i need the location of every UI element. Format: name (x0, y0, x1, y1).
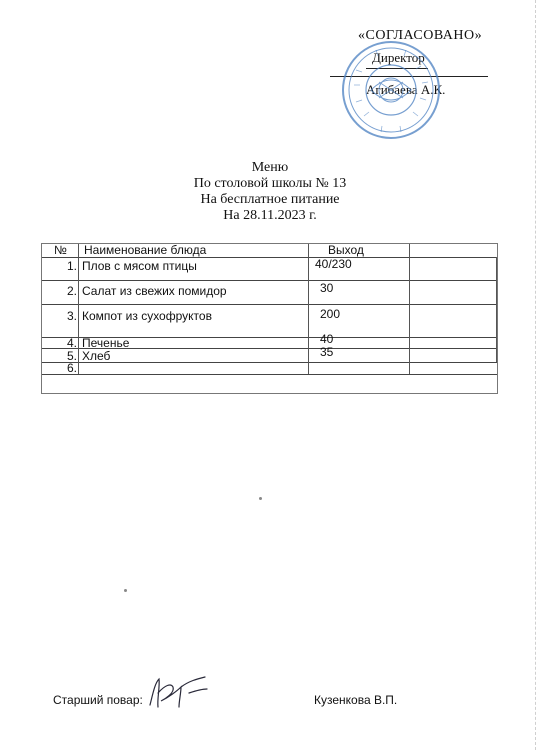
heading-title: Меню (251, 160, 289, 175)
row-num: 2. (67, 284, 78, 298)
row-num: 6. (67, 361, 78, 375)
row-name: Компот из сухофруктов (82, 309, 212, 323)
column-divider (496, 257, 497, 362)
heading-date: На 28.11.2023 г. (223, 208, 317, 223)
row-output: 30 (320, 281, 334, 295)
menu-heading (160, 160, 380, 224)
scan-speck (124, 589, 127, 592)
handwritten-signature-icon (145, 673, 215, 713)
table-row (42, 257, 497, 281)
heading-school: По столовой школы № 13 (193, 176, 347, 191)
page-edge (534, 0, 536, 750)
approval-name: Агибаева А.К. (366, 82, 446, 97)
row-name: Салат из свежих помидор (82, 284, 227, 298)
row-num: 4. (67, 336, 78, 350)
table-row (42, 345, 497, 363)
row-name: Печенье (82, 336, 130, 350)
column-divider (308, 244, 309, 374)
menu-table (41, 243, 498, 394)
cook-label: Старший повар: (53, 693, 143, 707)
header-name: Наименование блюда (84, 243, 207, 257)
column-divider (78, 244, 79, 374)
table-row (42, 305, 497, 338)
approval-title: «СОГЛАСОВАНО» (358, 28, 483, 43)
scan-speck (259, 497, 262, 500)
row-output: 200 (320, 307, 341, 321)
row-num: 5. (67, 349, 78, 363)
heading-purpose: На бесплатное питание (200, 192, 340, 207)
row-output: 35 (320, 345, 334, 359)
table-row (42, 363, 497, 375)
header-output: Выход (328, 243, 364, 257)
row-output: 40/230 (315, 257, 352, 271)
table-header-row (42, 244, 497, 258)
column-divider (409, 244, 410, 374)
signature-block (53, 689, 473, 729)
row-output: 40 (320, 332, 334, 346)
row-num: 3. (67, 309, 78, 323)
table-row (42, 281, 497, 305)
header-num: № (54, 243, 67, 257)
row-num: 1. (67, 259, 78, 273)
round-seal-stamp-icon (336, 40, 446, 140)
approval-role: Директор (372, 50, 425, 65)
table-row (42, 332, 497, 350)
row-name: Плов с мясом птицы (82, 259, 197, 273)
row-name: Хлеб (82, 349, 111, 363)
cook-name: Кузенкова В.П. (314, 693, 398, 707)
